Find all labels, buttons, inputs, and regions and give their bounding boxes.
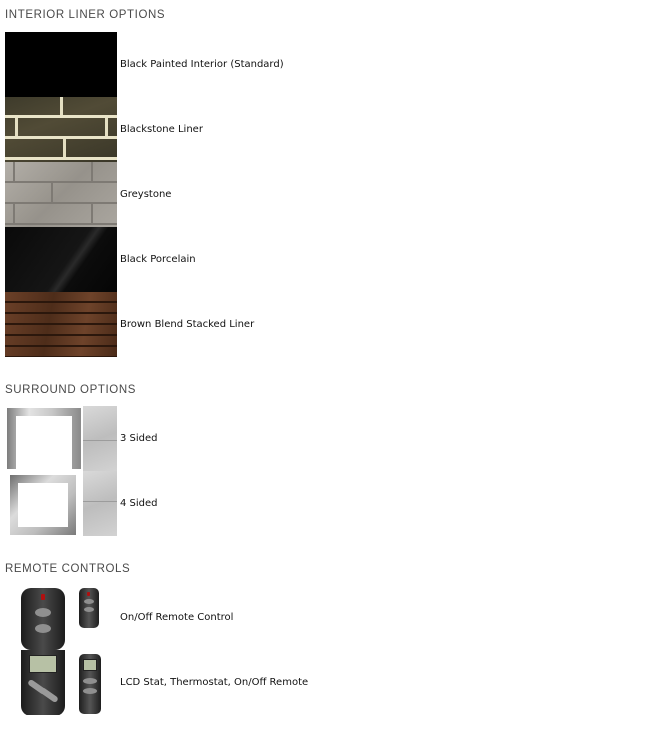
four-sided-surround-image xyxy=(5,471,117,536)
black-painted-swatch xyxy=(5,32,117,97)
lcd-thermostat-remote-image xyxy=(5,650,117,715)
remote-option-label: LCD Stat, Thermostat, On/Off Remote xyxy=(120,677,309,688)
liner-option-label: Black Porcelain xyxy=(120,254,196,265)
liner-option-brown-blend[interactable] xyxy=(5,292,405,357)
liner-option-black-painted[interactable] xyxy=(5,32,405,97)
surround-option-3-sided[interactable] xyxy=(5,406,405,471)
liner-option-label: Greystone xyxy=(120,189,172,200)
on-off-remote-image xyxy=(5,585,117,650)
black-porcelain-swatch xyxy=(5,227,117,292)
liner-section-title: INTERIOR LINER OPTIONS xyxy=(5,9,166,21)
surround-option-label: 4 Sided xyxy=(120,498,158,509)
liner-option-label: Brown Blend Stacked Liner xyxy=(120,319,255,330)
greystone-swatch xyxy=(5,162,117,227)
surround-option-label: 3 Sided xyxy=(120,433,158,444)
brown-stacked-swatch xyxy=(5,292,117,357)
liner-option-greystone[interactable] xyxy=(5,162,405,227)
surround-section-title: SURROUND OPTIONS xyxy=(5,384,136,396)
remote-option-on-off[interactable] xyxy=(5,585,405,650)
remote-option-label: On/Off Remote Control xyxy=(120,612,234,623)
blackstone-swatch xyxy=(5,97,117,162)
surround-option-4-sided[interactable] xyxy=(5,471,405,536)
liner-option-blackstone[interactable] xyxy=(5,97,405,162)
remote-option-lcd-thermostat[interactable] xyxy=(5,650,405,715)
remotes-section-title: REMOTE CONTROLS xyxy=(5,563,131,575)
liner-option-black-porcelain[interactable] xyxy=(5,227,405,292)
three-sided-surround-image xyxy=(5,406,117,471)
liner-option-label: Black Painted Interior (Standard) xyxy=(120,59,284,70)
liner-option-label: Blackstone Liner xyxy=(120,124,203,135)
